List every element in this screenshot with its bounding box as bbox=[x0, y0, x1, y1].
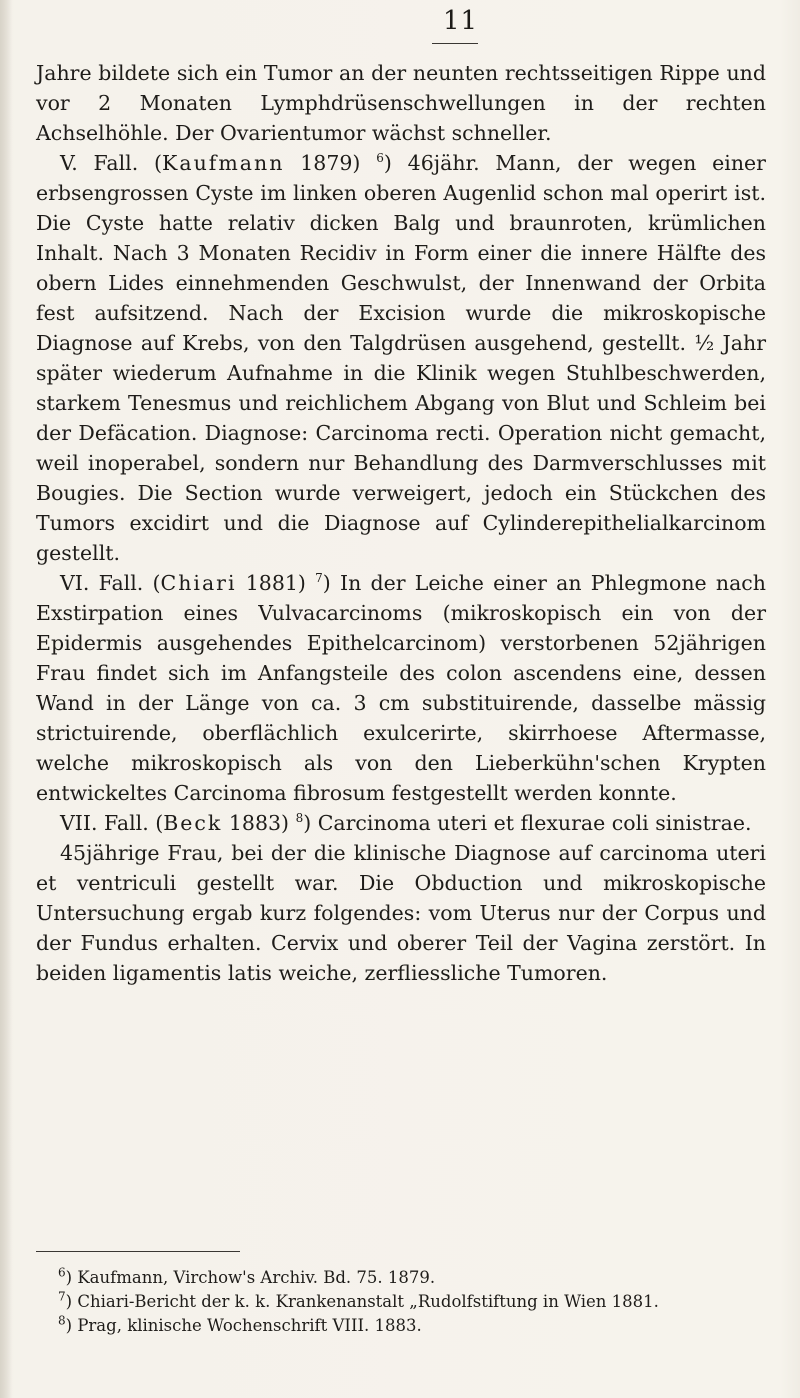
case-7-paragraph bbox=[36, 808, 766, 838]
footnote-text: ) Prag, klinische Wochenschrift VIII. 1883. bbox=[65, 1316, 422, 1335]
case-5-text: ) 46jähr. Mann, der wegen einer erbsengrossen Cyste im linken oberen Augenlid schon mal operirt ist. Die Cyste hatte relativ dicken Balg und braunroten, krümlichen Inhalt. Nach 3 Monaten Recidiv in Form einer die innere Hälfte des obern Lides einnehmenden Geschwulst, der Innenwand der Orbita fest aufsitzend. Nach der Excision wurde die mikroskopische Diagnose auf Krebs, von den Talgdrüsen ausgehend, gestellt. ½ Jahr später wiederum Aufnahme in die Klinik wegen Stuhlbeschwerden, starkem Tenesmus und reichlichem Abgang von Blut und Schleim bei der Defäcation. Diagnose: Carcinoma recti. Operation nicht gemacht, weil inoperabel, sondern nur Behandlung des Darmverschlusses mit Bougies. Die Section wurde verweigert, jedoch ein Stückchen des Tumors excidirt und die Diagnose auf Cylinderepithelialkarcinom gestellt. bbox=[36, 151, 766, 565]
footnote-ref-6: 6 bbox=[376, 151, 384, 166]
case-5-lead: V. Fall. ( bbox=[60, 151, 163, 175]
case-5-author: Kaufmann bbox=[162, 151, 285, 175]
case-7-year: 1883) bbox=[222, 811, 290, 835]
binding-shadow bbox=[0, 0, 12, 1398]
footnote-rule bbox=[36, 1251, 240, 1252]
page-number: 11 bbox=[443, 6, 479, 36]
footnote-text: ) Chiari-Bericht der k. k. Krankenanstalt „Rudolfstiftung in Wien 1881. bbox=[65, 1292, 659, 1311]
case-5-year: 1879) bbox=[284, 151, 361, 175]
header-rule bbox=[432, 43, 478, 44]
footnote-mark: 7 bbox=[58, 1289, 66, 1304]
case-7-details-paragraph: 45jährige Frau, bei der die klinische Diagnose auf carcinoma uteri et ventriculi gestellt war. Die Obduction und mikroskopische Untersuchung ergab kurz folgendes: vom Uterus nur der Corpus und der Fundus erhalten. Cervix und oberer Teil der Vagina zerstört. In beiden ligamentis latis weiche, zerfliessliche Tumoren. bbox=[36, 841, 766, 985]
paragraph-continuation: Jahre bildete sich ein Tumor an der neunten rechtsseitigen Rippe und vor 2 Monaten Lymphdrüsenschwellungen in der rechten Achselhöhle. Der Ovarientumor wächst schneller. bbox=[36, 61, 766, 145]
case-6-paragraph bbox=[36, 568, 766, 808]
footnote-mark: 6 bbox=[58, 1265, 66, 1280]
footnote-ref-7: 7 bbox=[315, 571, 323, 586]
footnote-ref-8: 8 bbox=[295, 811, 304, 826]
case-7-text: ) Carcinoma uteri et flexurae coli sinistrae. bbox=[303, 811, 752, 835]
footnote-text: ) Kaufmann, Virchow's Archiv. Bd. 75. 1879. bbox=[65, 1268, 436, 1287]
body-text bbox=[36, 58, 766, 988]
case-5-paragraph bbox=[36, 148, 766, 568]
footnote-6 bbox=[58, 1266, 778, 1290]
case-7-lead: VII. Fall. ( bbox=[60, 811, 164, 835]
case-6-lead: VI. Fall. ( bbox=[60, 571, 161, 595]
footnote-7 bbox=[58, 1290, 778, 1314]
case-6-author: Chiari bbox=[160, 571, 237, 595]
case-6-text: ) In der Leiche einer an Phlegmone nach Exstirpation eines Vulvacarcinoms (mikroskopisch ein von der Epidermis ausgehendes Epithelcarcinom) verstorbenen 52jährigen Frau findet sich im Anfangsteile des colon ascendens eine, dessen Wand in der Länge von ca. 3 cm substituirende, dasselbe mässig strictuirende, oberflächlich exulcerirte, skirrhoese Aftermasse, welche mikroskopisch als von den Lieberkühn'schen Krypten entwickeltes Carcinoma fibrosum festgestellt werden konnte. bbox=[36, 571, 766, 805]
footnote-mark: 8 bbox=[58, 1313, 66, 1328]
footnotes bbox=[58, 1266, 778, 1338]
case-7-author: Beck bbox=[163, 811, 223, 835]
footnote-8 bbox=[58, 1314, 778, 1338]
case-6-year: 1881) bbox=[236, 571, 306, 595]
